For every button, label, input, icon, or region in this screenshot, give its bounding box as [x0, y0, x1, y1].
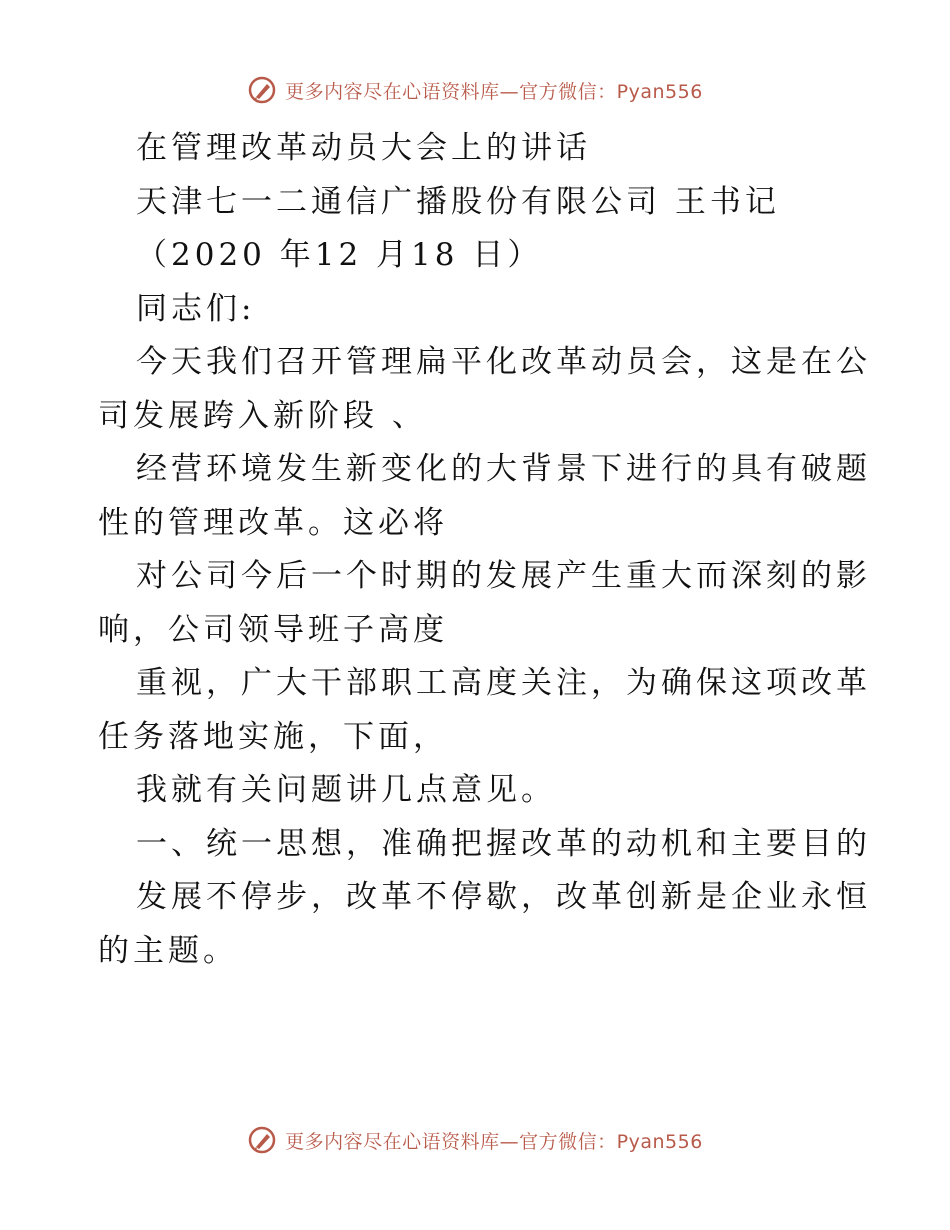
section-heading: 一、统一思想，准确把握改革的动机和主要目的 [136, 825, 871, 862]
paragraph-line: 重视，广大干部职工高度关注，为确保这项改革 [136, 665, 871, 701]
fountain-pen-logo-icon [247, 1125, 277, 1155]
paragraph-line: 发展不停步，改革不停歇，改革创新是企业永恒 [136, 879, 871, 915]
footer-watermark-text: 更多内容尽在心语资料库—官方微信：Pyan556 [285, 1130, 703, 1153]
footer-watermark-banner [0, 1120, 950, 1160]
paragraph-line: 经营环境发生新变化的大背景下进行的具有破题 [136, 451, 871, 487]
speaker-line: 天津七一二通信广播股份有限公司 王书记 [136, 183, 780, 220]
paragraph-line: 的主题。 [98, 932, 238, 969]
speech-date: （2020 年12 月18 日） [136, 237, 543, 273]
salutation: 同志们: [136, 290, 256, 327]
document-body [98, 122, 871, 978]
paragraph-line: 性的管理改革。这必将 [98, 504, 448, 541]
speech-title: 在管理改革动员大会上的讲话 [136, 130, 591, 166]
paragraph-line: 我就有关问题讲几点意见。 [136, 772, 556, 808]
paragraph-line: 响，公司领导班子高度 [98, 611, 448, 648]
paragraph-line: 今天我们召开管理扁平化改革动员会，这是在公 [136, 344, 871, 380]
header-watermark-banner [0, 70, 950, 110]
header-watermark-text: 更多内容尽在心语资料库—官方微信：Pyan556 [285, 80, 703, 103]
fountain-pen-logo-icon [247, 75, 277, 105]
paragraph-line: 对公司今后一个时期的发展产生重大而深刻的影 [136, 558, 871, 594]
paragraph-line: 任务落地实施，下面， [98, 718, 448, 755]
paragraph-line: 司发展跨入新阶段 、 [98, 397, 427, 434]
